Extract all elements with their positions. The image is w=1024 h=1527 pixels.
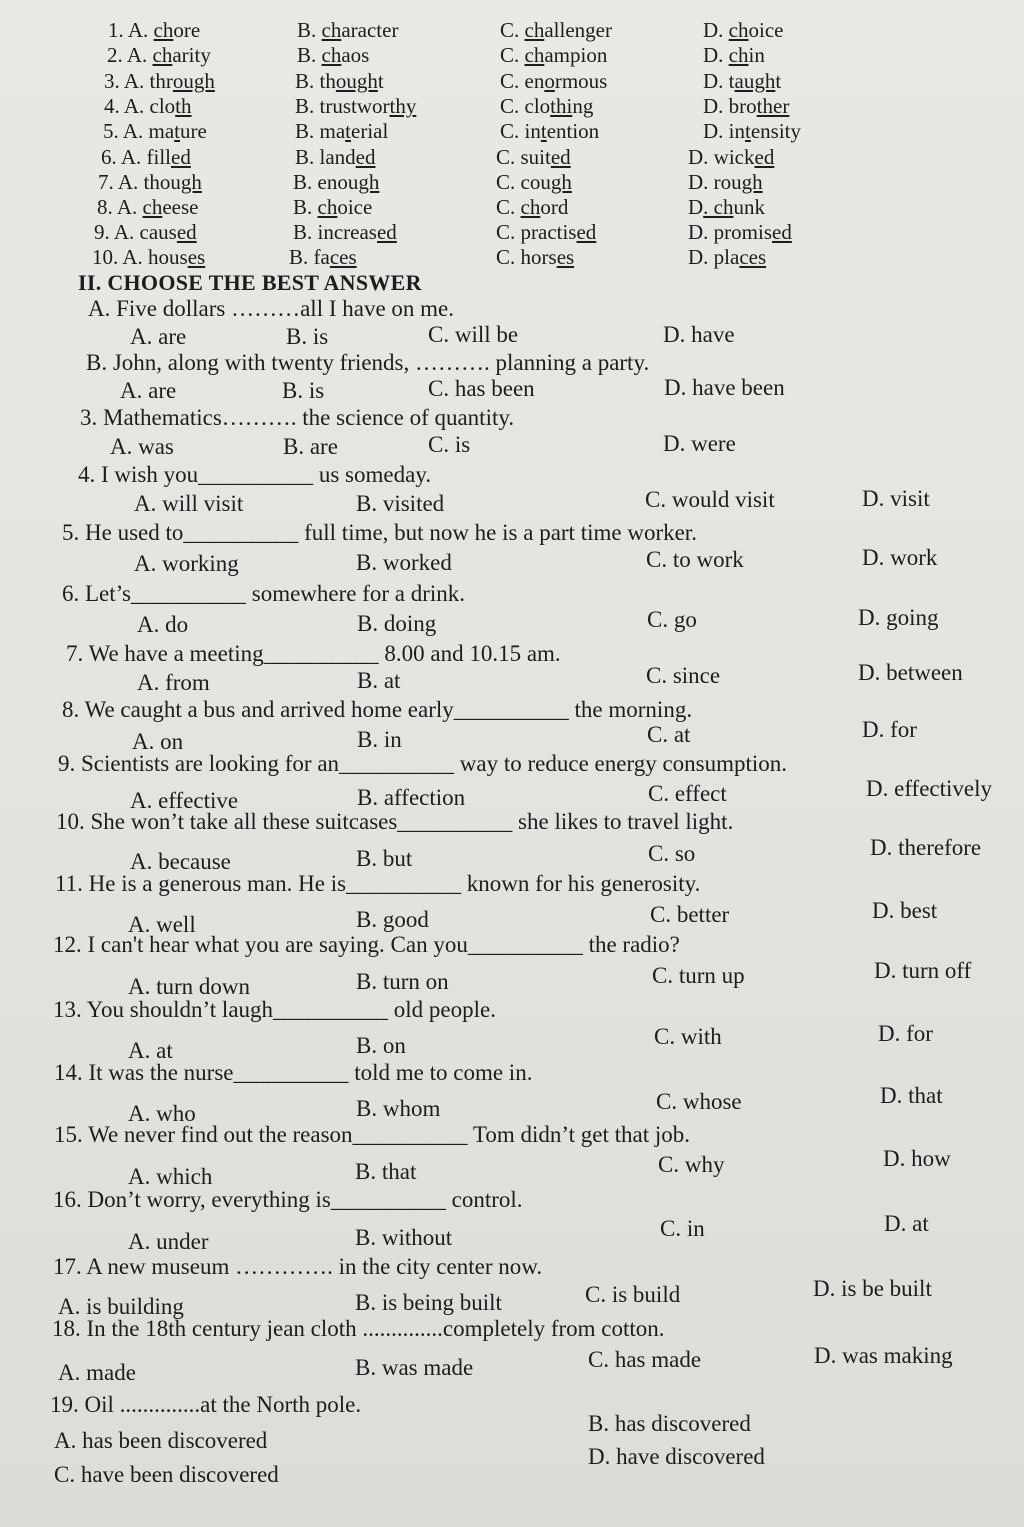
answer-option: A. under	[128, 1229, 209, 1254]
answer-option: D. that	[880, 1083, 943, 1108]
answer-option: D. therefore	[870, 835, 982, 860]
answer-option: B. has discovered	[588, 1411, 751, 1436]
option-text: B.	[297, 18, 322, 42]
option-text: D. promis	[688, 220, 772, 244]
option-c	[496, 170, 572, 195]
option-text: 10. A. hous	[92, 245, 188, 269]
question-stem: B. John, along with twenty friends, ………. planning a party.	[86, 350, 650, 375]
underlined-sound: ed	[772, 220, 792, 244]
option-text: ensity	[750, 119, 802, 143]
answer-option: B. is being built	[355, 1290, 502, 1315]
answer-option: D. were	[663, 431, 736, 456]
answer-option: B. at	[357, 668, 401, 693]
question-stem: 6. Let’s__________ somewhere for a drink.	[62, 581, 466, 606]
option-c	[496, 195, 568, 220]
answer-option: B. is	[286, 324, 329, 349]
underlined-sound: ch	[524, 18, 545, 42]
option-c	[500, 119, 599, 144]
option-text: 9. A. caus	[94, 220, 177, 244]
option-text: C.	[496, 195, 521, 219]
underlined-sound: ch	[321, 43, 342, 67]
question-stem: 7. We have a meeting__________ 8.00 and 10.15 am.	[66, 641, 561, 666]
question-stem: A. Five dollars ………all I have on me.	[88, 296, 455, 321]
answer-option: C. with	[654, 1024, 722, 1049]
option-text: ure	[180, 119, 207, 143]
underlined-sound: ed	[355, 145, 376, 169]
option-text: B. fa	[289, 245, 330, 269]
answer-option: D. best	[872, 898, 938, 923]
option-text: t	[775, 69, 782, 93]
underlined-sound: ough	[335, 69, 378, 93]
underlined-sound: gh	[550, 170, 572, 194]
option-text: C. cou	[496, 170, 551, 194]
answer-option: C. since	[646, 663, 721, 688]
underlined-sound: ch	[524, 43, 545, 67]
answer-option: C. is build	[585, 1282, 681, 1307]
answer-option: C. is	[428, 432, 471, 457]
option-text: D. pla	[688, 245, 740, 269]
answer-option: D. at	[884, 1211, 929, 1236]
option-text: D. wick	[688, 145, 755, 169]
underlined-sound: ch	[728, 18, 749, 42]
underlined-sound: gh	[180, 170, 202, 194]
answer-option: C. whose	[656, 1089, 742, 1114]
option-text: B.	[297, 43, 322, 67]
option-text: 2. A.	[107, 43, 153, 67]
option-text: arity	[172, 43, 211, 67]
option-text: ord	[540, 195, 569, 219]
option-text: aracter	[341, 18, 399, 42]
answer-option: D. turn off	[874, 958, 972, 983]
option-text: C. suit	[496, 145, 551, 169]
option-a	[101, 145, 191, 170]
question-stem: 15. We never find out the reason__________ Tom didn’t get that job.	[54, 1122, 690, 1147]
underlined-sound: t	[174, 119, 181, 143]
answer-option: B. whom	[356, 1096, 441, 1121]
question-stem: 10. She won’t take all these suitcases__________ she likes to travel light.	[56, 809, 734, 834]
question-stem: 5. He used to__________ full time, but now he is a part time worker.	[62, 520, 697, 545]
option-d	[688, 145, 774, 170]
option-text: oice	[337, 195, 373, 219]
answer-option: D. how	[883, 1146, 951, 1171]
option-text: t	[377, 69, 384, 93]
option-c	[496, 220, 596, 245]
option-text: 6. A. fill	[101, 145, 172, 169]
underlined-sound: o	[544, 69, 555, 93]
option-a	[107, 43, 211, 68]
option-text: C.	[500, 18, 525, 42]
answer-option: A. on	[132, 729, 184, 754]
option-b	[289, 245, 357, 270]
answer-option: C. why	[658, 1152, 725, 1177]
answer-option: A. made	[58, 1360, 136, 1385]
question-stem: 8. We caught a bus and arrived home early__________ the morning.	[62, 697, 693, 722]
option-d	[703, 18, 783, 43]
option-text: D. t	[703, 69, 735, 93]
underlined-sound: ed	[171, 145, 191, 169]
question-stem: 17. A new museum …………. in the city center now.	[53, 1254, 543, 1279]
answer-option: D. going	[858, 605, 939, 630]
question-stem: 9. Scientists are looking for an__________ way to reduce energy consumption.	[58, 751, 788, 776]
answer-option: B. doing	[357, 611, 437, 636]
option-text: 7. A. thou	[98, 170, 181, 194]
option-b	[295, 145, 376, 170]
option-c	[496, 245, 574, 270]
answer-option: A. is building	[58, 1294, 184, 1319]
underlined-sound: ch	[728, 43, 749, 67]
option-b	[295, 119, 388, 144]
option-text: C. en	[500, 69, 545, 93]
answer-option: B. was made	[355, 1355, 474, 1380]
answer-option: A. well	[128, 912, 196, 937]
answer-option: A. has been discovered	[54, 1428, 268, 1453]
underlined-sound: ch	[142, 195, 163, 219]
option-b	[295, 69, 384, 94]
option-d	[688, 195, 765, 220]
option-text: C. in	[500, 119, 541, 143]
option-c	[500, 18, 612, 43]
option-b	[297, 43, 369, 68]
underlined-sound: t	[540, 119, 547, 143]
underlined-sound: ed	[754, 145, 775, 169]
underlined-sound: ed	[550, 145, 571, 169]
option-text: unk	[733, 195, 765, 219]
option-text: B. land	[295, 145, 356, 169]
underlined-sound: ch	[520, 195, 541, 219]
answer-option: D. for	[878, 1021, 933, 1046]
answer-option: C. turn up	[652, 963, 745, 988]
answer-option: B. turn on	[356, 969, 449, 994]
underlined-sound: ough	[172, 69, 215, 93]
answer-option: C. at	[647, 722, 691, 747]
option-text: D.	[703, 18, 729, 42]
answer-option: B. but	[356, 846, 413, 871]
option-a	[97, 195, 198, 220]
option-text: B.	[293, 195, 318, 219]
answer-option: C. go	[647, 607, 697, 632]
answer-option: B. in	[357, 727, 402, 752]
answer-option: B. is	[282, 378, 325, 403]
option-text: B. increas	[293, 220, 377, 244]
answer-option: A. at	[128, 1038, 173, 1063]
answer-option: A. turn down	[128, 974, 251, 999]
answer-option: B. worked	[356, 550, 452, 575]
answer-option: A. from	[137, 670, 210, 695]
option-text: B. trustwor	[295, 94, 390, 118]
answer-option: B. are	[283, 434, 338, 459]
answer-option: A. effective	[130, 788, 239, 813]
option-c	[500, 94, 593, 119]
answer-option: A. working	[134, 551, 239, 576]
answer-option: B. affection	[357, 785, 466, 810]
question-stem: 16. Don’t worry, everything is__________ control.	[53, 1187, 523, 1212]
answer-option: A. do	[137, 612, 189, 637]
answer-option: A. will visit	[134, 491, 244, 516]
answer-option: B. visited	[356, 491, 445, 516]
underlined-sound: ed	[376, 220, 397, 244]
option-b	[297, 18, 398, 43]
option-text: in	[748, 43, 765, 67]
answer-option: D. have discovered	[588, 1444, 765, 1469]
option-text: D. in	[703, 119, 745, 143]
option-text: eese	[162, 195, 199, 219]
option-a	[108, 18, 200, 43]
option-text: aos	[341, 43, 370, 67]
underlined-sound: t	[745, 119, 751, 143]
option-text: ention	[546, 119, 600, 143]
option-text: 4. A. clo	[104, 94, 176, 118]
option-text: C. practis	[496, 220, 577, 244]
option-d	[703, 94, 789, 119]
option-text: 1. A.	[108, 18, 154, 42]
option-text: ng	[572, 94, 594, 118]
answer-option: D. have	[663, 322, 735, 347]
question-stem: 14. It was the nurse__________ told me to come in.	[54, 1060, 533, 1085]
answer-option: C. will be	[428, 322, 519, 347]
option-text: oice	[748, 18, 784, 42]
section-heading: II. CHOOSE THE BEST ANSWER	[78, 270, 422, 295]
option-d	[703, 119, 801, 144]
option-d	[703, 69, 781, 94]
option-text: D	[688, 195, 704, 219]
option-text: erial	[351, 119, 389, 143]
answer-option: A. was	[110, 434, 174, 459]
question-stem: 3. Mathematics………. the science of quantity.	[80, 405, 515, 430]
option-d	[688, 245, 766, 270]
answer-option: C. would visit	[645, 487, 775, 512]
underlined-sound: ch	[152, 43, 173, 67]
answer-option: A. are	[130, 324, 187, 349]
underlined-sound: ch	[317, 195, 338, 219]
answer-option: C. has made	[588, 1347, 702, 1372]
underlined-sound: es	[187, 245, 206, 269]
answer-option: A. which	[128, 1164, 213, 1189]
option-text: 5. A. ma	[103, 119, 175, 143]
option-b	[293, 170, 379, 195]
question-stem: 18. In the 18th century jean cloth ..............completely from cotton.	[52, 1316, 665, 1341]
underlined-sound: th	[175, 94, 192, 118]
option-text: rmous	[554, 69, 608, 93]
option-text: B. ma	[295, 119, 346, 143]
option-a	[92, 245, 205, 270]
option-c	[500, 69, 607, 94]
option-text: ore	[173, 18, 201, 42]
option-a	[104, 69, 215, 94]
answer-option: C. has been	[428, 376, 535, 401]
option-a	[104, 94, 192, 119]
option-c	[500, 43, 607, 68]
option-text: 8. A.	[97, 195, 143, 219]
underlined-sound: ch	[153, 18, 174, 42]
question-stem: 4. I wish you__________ us someday.	[78, 462, 432, 487]
option-d	[703, 43, 765, 68]
question-stem: 13. You shouldn’t laugh__________ old people.	[53, 997, 496, 1022]
answer-option: D. visit	[862, 486, 930, 511]
option-text: D.	[703, 43, 729, 67]
underlined-sound: ch	[321, 18, 342, 42]
option-a	[94, 220, 197, 245]
option-b	[293, 195, 372, 220]
answer-option: B. on	[356, 1033, 406, 1058]
underlined-sound: gh	[741, 170, 763, 194]
option-a	[103, 119, 207, 144]
answer-option: D. for	[862, 717, 917, 742]
underlined-sound: ces	[739, 245, 767, 269]
option-a	[98, 170, 202, 195]
underlined-sound: ther	[756, 94, 790, 118]
option-text: D. rou	[688, 170, 742, 194]
option-b	[295, 94, 416, 119]
option-text: B. enou	[293, 170, 359, 194]
option-text: B. th	[295, 69, 336, 93]
answer-option: C. in	[660, 1216, 705, 1241]
question-stem: 11. He is a generous man. He is__________ known for his generosity.	[55, 871, 701, 896]
underlined-sound: es	[556, 245, 575, 269]
question-stem: 19. Oil ..............at the North pole.	[50, 1392, 362, 1417]
underlined-sound: ces	[329, 245, 357, 269]
underlined-sound: ed	[576, 220, 597, 244]
underlined-sound: gh	[358, 170, 380, 194]
option-b	[293, 220, 397, 245]
option-text: allenger	[544, 18, 612, 42]
option-text: D. bro	[703, 94, 757, 118]
option-text: 3. A. thr	[104, 69, 173, 93]
answer-option: D. between	[858, 660, 963, 685]
answer-option: C. so	[648, 841, 696, 866]
answer-option: D. have been	[664, 375, 785, 400]
underlined-sound: augh	[734, 69, 776, 93]
underlined-sound: thi	[550, 94, 573, 118]
answer-option: A. who	[128, 1101, 196, 1126]
answer-option: C. effect	[648, 781, 727, 806]
answer-option: D. work	[862, 545, 938, 570]
answer-option: A. because	[130, 849, 231, 874]
question-stem: 12. I can't hear what you are saying. Can you__________ the radio?	[53, 932, 680, 957]
option-text: C.	[500, 43, 525, 67]
answer-option: C. have been discovered	[54, 1462, 279, 1487]
option-d	[688, 220, 792, 245]
underlined-sound: ed	[176, 220, 197, 244]
answer-option: D. was making	[814, 1343, 953, 1368]
answer-option: B. good	[356, 907, 429, 932]
answer-option: C. to work	[646, 547, 744, 572]
option-text: C. hors	[496, 245, 557, 269]
option-text: ampion	[544, 43, 608, 67]
option-d	[688, 170, 763, 195]
answer-option: D. effectively	[866, 776, 993, 801]
option-c	[496, 145, 571, 170]
underlined-sound: thy	[389, 94, 417, 118]
answer-option: A. are	[120, 378, 177, 403]
answer-option: D. is be built	[813, 1276, 932, 1301]
underlined-sound: t	[345, 119, 352, 143]
answer-option: B. that	[355, 1159, 417, 1184]
answer-option: B. without	[355, 1225, 453, 1250]
option-text: C. clo	[500, 94, 551, 118]
answer-option: C. better	[650, 902, 730, 927]
underlined-sound: . ch	[703, 195, 734, 219]
